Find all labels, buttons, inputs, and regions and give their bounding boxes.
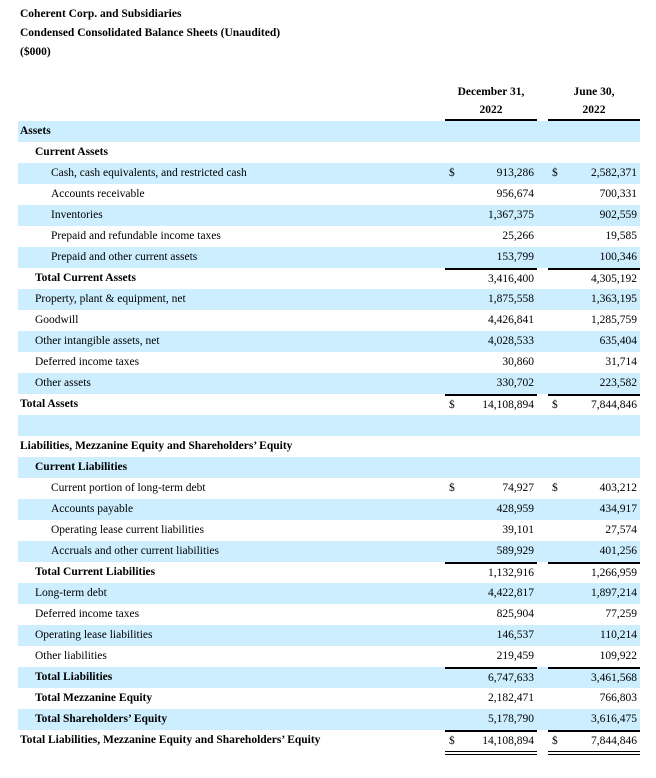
row-label: Inventories [51,209,103,221]
cell-jun-2022 [548,247,640,268]
cell-value: 100,346 [599,251,637,263]
table-row [18,478,640,499]
table-row [18,541,640,562]
cell-value: 3,461,568 [591,672,637,684]
cell-jun-2022 [548,604,640,625]
cell-dec-2022 [445,205,537,226]
currency-symbol: $ [552,399,558,411]
row-label: Cash, cash equivalents, and restricted cash [51,167,247,179]
table-row [18,604,640,625]
cell-value: 6,747,633 [488,672,534,684]
currency-symbol: $ [449,399,455,411]
cell-value: 1,285,759 [591,314,637,326]
table-row [18,310,640,331]
cell-value: 401,256 [599,545,637,557]
cell-value: 330,702 [496,377,534,389]
cell-jun-2022 [548,226,640,247]
cell-jun-2022 [548,478,640,499]
row-label: Operating lease current liabilities [51,524,204,536]
cell-dec-2022 [445,604,537,625]
cell-value: 766,803 [599,692,637,704]
cell-value: 19,585 [605,230,637,242]
cell-value: 4,426,841 [488,314,534,326]
table-row [18,562,640,583]
column-header-date: June 30, [573,86,615,98]
table-row [18,709,640,730]
row-label: Deferred income taxes [35,356,140,368]
cell-dec-2022 [445,667,537,688]
row-label: Operating lease liabilities [35,629,153,641]
cell-value: 146,537 [496,629,534,641]
cell-value: 14,108,894 [482,735,534,747]
row-label: Total Assets [20,398,79,410]
row-label: Total Mezzanine Equity [35,692,153,704]
table-row [18,625,640,646]
cell-jun-2022 [548,331,640,352]
row-label: Total Liabilities [35,671,113,683]
row-label: Total Current Liabilities [35,566,156,578]
column-header-jun-2022 [548,82,640,122]
table-row [18,457,640,478]
cell-dec-2022 [445,310,537,331]
cell-dec-2022 [445,226,537,247]
cell-dec-2022 [445,583,537,604]
cell-value: 25,266 [502,230,534,242]
cell-jun-2022 [548,541,640,562]
cell-jun-2022 [548,373,640,394]
cell-dec-2022 [445,352,537,373]
cell-value: 902,559 [599,209,637,221]
cell-dec-2022 [445,478,537,499]
row-label: Prepaid and refundable income taxes [51,230,221,242]
cell-value: 403,212 [599,482,637,494]
column-header-year: 2022 [548,102,640,122]
cell-jun-2022 [548,352,640,373]
cell-jun-2022 [548,310,640,331]
cell-value: 5,178,790 [488,713,534,725]
row-label: Liabilities, Mezzanine Equity and Shareholders’ Equity [20,440,293,452]
row-label: Accounts payable [51,503,134,515]
cell-value: 2,582,371 [591,167,637,179]
cell-value: 3,416,400 [488,273,534,285]
cell-value: 428,959 [496,503,534,515]
cell-value: 7,844,846 [591,399,637,411]
cell-value: 31,714 [605,356,637,368]
cell-dec-2022 [445,331,537,352]
table-row [18,289,640,310]
cell-dec-2022 [445,163,537,184]
table-row [18,520,640,541]
cell-value: 1,132,916 [488,567,534,579]
table-row [18,352,640,373]
cell-value: 700,331 [599,188,637,200]
cell-jun-2022 [548,205,640,226]
cell-dec-2022 [445,499,537,520]
cell-jun-2022 [548,583,640,604]
cell-jun-2022 [548,688,640,709]
currency-symbol: $ [552,482,558,494]
cell-value: 77,259 [605,608,637,620]
table-row [18,499,640,520]
cell-value: 153,799 [496,251,534,263]
row-label: Assets [20,125,51,137]
cell-value: 110,214 [600,629,637,641]
cell-value: 39,101 [502,524,534,536]
cell-dec-2022 [445,709,537,730]
table-row [18,646,640,667]
row-label: Long-term debt [35,587,107,599]
cell-jun-2022 [548,289,640,310]
cell-dec-2022 [445,625,537,646]
row-label: Other intangible assets, net [35,335,160,347]
cell-value: 74,927 [502,482,534,494]
table-row [18,667,640,688]
table-row [18,394,640,415]
row-label: Total Shareholders’ Equity [35,713,168,725]
cell-dec-2022 [445,646,537,667]
cell-dec-2022 [445,184,537,205]
column-header-date: December 31, [457,86,525,98]
cell-dec-2022 [445,268,537,289]
row-label: Other liabilities [35,650,107,662]
cell-jun-2022 [548,709,640,730]
row-label: Deferred income taxes [35,608,140,620]
statement-title: Condensed Consolidated Balance Sheets (Unaudited) [20,27,281,39]
cell-jun-2022 [548,646,640,667]
table-row [18,205,640,226]
row-label: Current Liabilities [35,461,128,473]
row-label: Property, plant & equipment, net [35,293,186,305]
cell-value: 1,897,214 [591,587,637,599]
cell-jun-2022 [548,184,640,205]
cell-jun-2022 [548,520,640,541]
cell-value: 27,574 [605,524,637,536]
cell-jun-2022 [548,163,640,184]
cell-dec-2022 [445,541,537,562]
cell-jun-2022 [548,562,640,583]
table-row [18,331,640,352]
cell-value: 4,422,817 [488,587,534,599]
units-label: ($000) [20,46,51,58]
table-row [18,583,640,604]
row-label: Accruals and other current liabilities [51,545,219,557]
table-row [18,268,640,289]
cell-dec-2022 [445,730,537,755]
currency-symbol: $ [449,482,455,494]
table-row [18,226,640,247]
column-headers [0,82,656,122]
row-label: Total Current Assets [35,272,136,284]
cell-value: 956,674 [496,188,534,200]
table-row [18,142,640,163]
table-row [18,121,640,142]
row-label: Current Assets [35,146,108,158]
cell-value: 1,266,959 [591,567,637,579]
cell-value: 30,860 [502,356,534,368]
cell-dec-2022 [445,289,537,310]
row-label: Prepaid and other current assets [51,251,198,263]
row-label: Current portion of long-term debt [51,482,206,494]
balance-sheet-table [18,121,640,751]
table-row [18,415,640,436]
row-label: Total Liabilities, Mezzanine Equity and Shareholders’ Equity [20,734,321,746]
cell-value: 2,182,471 [488,692,534,704]
cell-jun-2022 [548,667,640,688]
table-row [18,730,640,751]
cell-jun-2022 [548,499,640,520]
currency-symbol: $ [449,735,455,747]
cell-value: 109,922 [599,650,637,662]
row-label: Other assets [35,377,91,389]
table-row [18,163,640,184]
cell-value: 825,904 [496,608,534,620]
cell-value: 4,305,192 [591,273,637,285]
row-label: Accounts receivable [51,188,145,200]
cell-dec-2022 [445,373,537,394]
currency-symbol: $ [552,735,558,747]
table-row [18,247,640,268]
table-row [18,436,640,457]
column-header-year: 2022 [445,102,537,122]
cell-jun-2022 [548,625,640,646]
column-header-dec-2022 [445,82,537,122]
row-label: Goodwill [35,314,79,326]
table-row [18,184,640,205]
cell-dec-2022 [445,247,537,268]
cell-value: 635,404 [599,335,637,347]
cell-value: 913,286 [496,167,534,179]
cell-dec-2022 [445,520,537,541]
cell-value: 14,108,894 [482,399,534,411]
currency-symbol: $ [552,167,558,179]
cell-value: 1,363,195 [591,293,637,305]
currency-symbol: $ [449,167,455,179]
cell-jun-2022 [548,268,640,289]
cell-value: 3,616,475 [591,713,637,725]
cell-value: 1,367,375 [488,209,534,221]
cell-value: 4,028,533 [488,335,534,347]
cell-value: 7,844,846 [591,735,637,747]
cell-value: 589,929 [496,545,534,557]
cell-value: 1,875,558 [488,293,534,305]
company-name: Coherent Corp. and Subsidiaries [20,8,182,20]
cell-dec-2022 [445,562,537,583]
cell-jun-2022 [548,730,640,755]
cell-dec-2022 [445,688,537,709]
table-row [18,688,640,709]
cell-value: 434,917 [599,503,637,515]
cell-value: 219,459 [496,650,534,662]
table-row [18,373,640,394]
cell-value: 223,582 [599,377,637,389]
